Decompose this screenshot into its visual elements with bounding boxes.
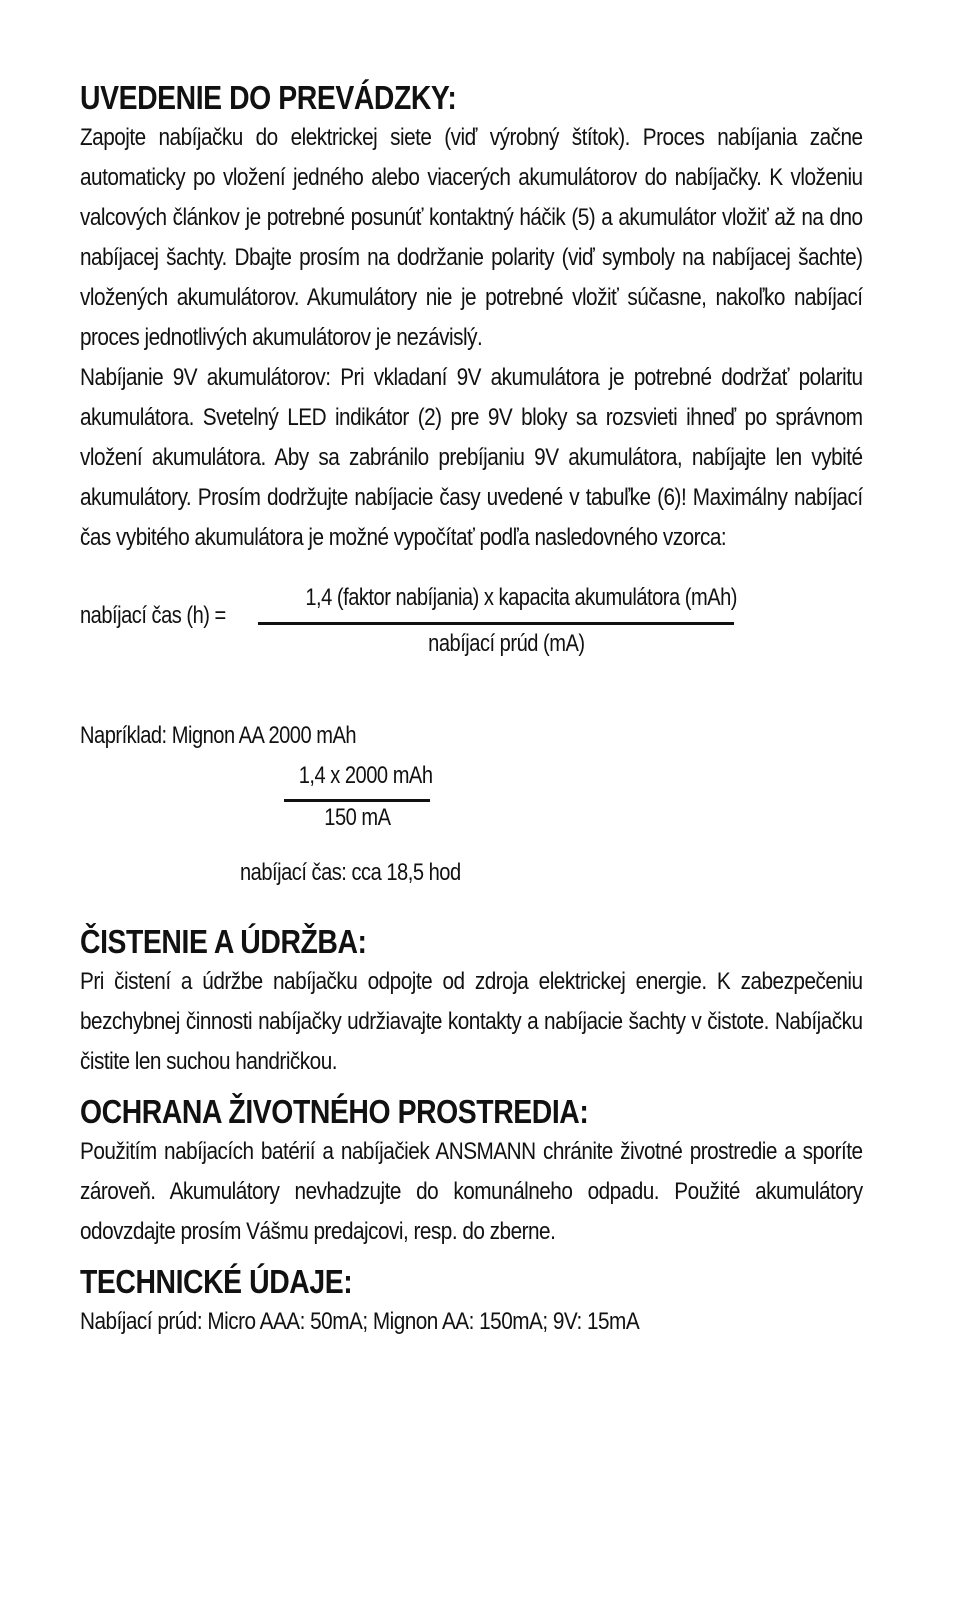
example-fraction-bar bbox=[284, 799, 430, 802]
formula-fraction-bar bbox=[258, 622, 734, 625]
heading-environment: OCHRANA ŽIVOTNÉHO PROSTREDIA: bbox=[80, 1093, 589, 1130]
section-commissioning bbox=[80, 78, 863, 558]
commissioning-paragraph-1-text: Zapojte nabíjačku do elektrickej siete (viď výrobný štítok). Proces nabíjania začne automaticky po vložení jedného alebo viacerých akumulátorov do nabíjačky. K vloženiu valcových článkov je potrebné posunúť kontaktný háčik (5) a akumulátor vložiť až na dno nabíjacej šachty. Dbajte prosím na dodržanie polarity (viď symboly na nabíjacej šachte) vložených akumulátorov. Akumulátory nie je potrebné vložiť súčasne, nakoľko nabíjací proces jednotlivých akumulátorov je nezávislý. bbox=[80, 124, 863, 351]
formula-label: nabíjací čas (h) = bbox=[80, 602, 226, 629]
environment-paragraph-text: Použitím nabíjacích batérií a nabíjačiek ANSMANN chránite životné prostredie a sporíte zároveň. Akumulátory nevhadzujte do komunálneho odpadu. Použité akumulátory odovzdajte prosím Vášmu predajcovi, resp. do zberne. bbox=[80, 1138, 863, 1245]
heading-cleaning: ČISTENIE A ÚDRŽBA: bbox=[80, 923, 367, 960]
formula-numerator bbox=[258, 584, 737, 612]
charging-time-formula bbox=[80, 584, 863, 734]
example-result-text: nabíjací čas: cca 18,5 hod bbox=[240, 859, 461, 886]
section-environment bbox=[80, 1092, 863, 1256]
technical-paragraph-text: Nabíjací prúd: Micro AAA: 50mA; Mignon AA: 150mA; 9V: 15mA bbox=[80, 1308, 640, 1335]
section-cleaning bbox=[80, 922, 863, 1086]
formula-denominator-text: nabíjací prúd (mA) bbox=[427, 630, 585, 657]
environment-paragraph bbox=[80, 1132, 863, 1256]
heading-commissioning: UVEDENIE DO PREVÁDZKY: bbox=[80, 79, 457, 116]
section-technical bbox=[80, 1262, 863, 1342]
formula-denominator bbox=[258, 630, 734, 658]
technical-paragraph bbox=[80, 1302, 863, 1342]
example-title: Napríklad: Mignon AA 2000 mAh bbox=[80, 722, 357, 749]
example-denominator-text: 150 mA bbox=[323, 804, 391, 831]
heading-technical: TECHNICKÉ ÚDAJE: bbox=[80, 1263, 353, 1300]
example-numerator-text: 1,4 x 2000 mAh bbox=[298, 762, 433, 789]
commissioning-paragraph-2-text: Nabíjanie 9V akumulátorov: Pri vkladaní 9V akumulátora je potrebné dodržať polaritu akumulátora. Svetelný LED indikátor (2) pre 9V bloky sa rozsvieti ihneď po správnom vložení akumulátora. Aby sa zabránilo prebíjaniu 9V akumulátora, nabíjajte len vybité akumulátory. Prosím dodržujte nabíjacie časy uvedené v tabuľke (6)! Maximálny nabíjací čas vybitého akumulátora je možné vypočítať podľa nasledovného vzorca: bbox=[80, 364, 863, 551]
formula-numerator-text: 1,4 (faktor nabíjania) x kapacita akumulátora (mAh) bbox=[305, 584, 737, 611]
example-numerator bbox=[284, 762, 433, 790]
example-calculation bbox=[80, 722, 863, 900]
cleaning-paragraph-text: Pri čistení a údržbe nabíjačku odpojte od zdroja elektrickej energie. K zabezpečeniu bezchybnej činnosti nabíjačky udržiavajte kontakty a nabíjacie šachty v čistote. Nabíjačku čistite len suchou handričkou. bbox=[80, 968, 863, 1075]
example-denominator bbox=[284, 804, 430, 832]
commissioning-paragraph-2 bbox=[80, 358, 863, 558]
commissioning-paragraph-1 bbox=[80, 118, 863, 358]
example-result bbox=[240, 859, 509, 887]
manual-page bbox=[80, 78, 863, 1342]
cleaning-paragraph bbox=[80, 962, 863, 1086]
